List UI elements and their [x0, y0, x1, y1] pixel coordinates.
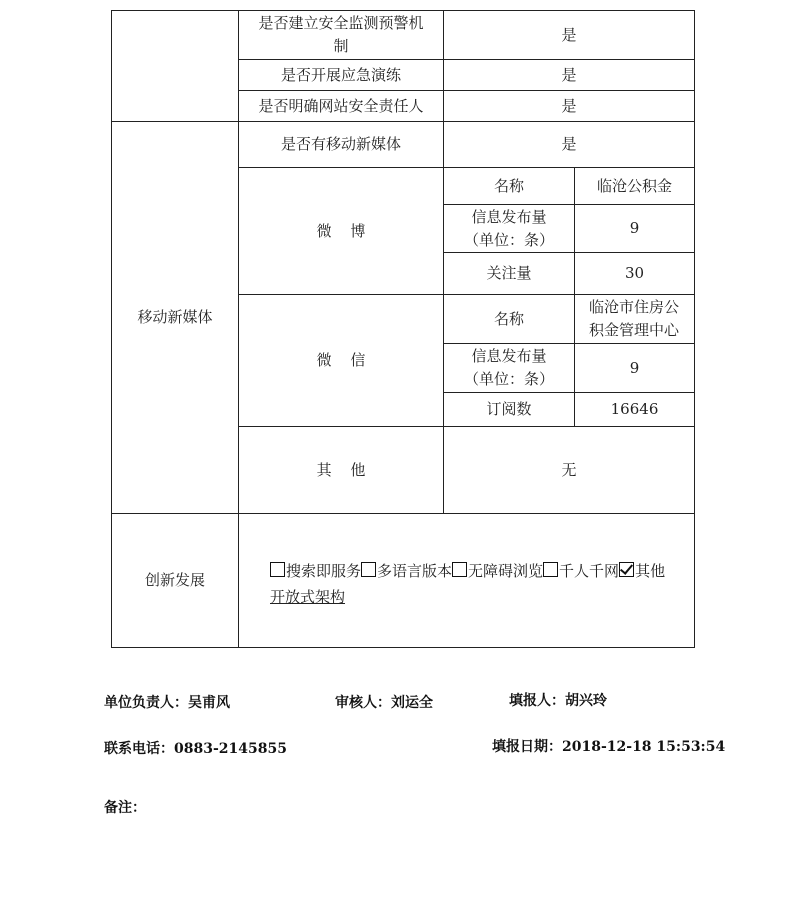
weibo-followers-value: 30: [624, 264, 645, 282]
innovation-option[interactable]: 千人千网: [543, 562, 619, 580]
wechat-posts-label: 信息发布量（单位：条）: [463, 347, 554, 388]
checkbox-icon[interactable]: [543, 562, 558, 577]
wechat-subscribers-label: 订阅数: [486, 400, 532, 418]
wechat-name-label: 名称: [493, 309, 524, 328]
innovation-option[interactable]: 无障碍浏览: [452, 562, 543, 580]
weibo-posts-label: 信息发布量（单位：条）: [463, 207, 554, 249]
has-mobile-media-value: 是: [561, 135, 577, 153]
has-mobile-media-label: 是否有移动新媒体: [280, 135, 401, 153]
weibo-name-value: 临沧公积金: [596, 176, 672, 195]
checkbox-icon[interactable]: [270, 562, 285, 577]
drill-value: 是: [561, 65, 577, 84]
wechat-posts-value: 9: [629, 358, 640, 377]
checkbox-icon[interactable]: [361, 562, 376, 577]
wechat-subscribers-value: 16646: [610, 400, 659, 418]
innovation-option[interactable]: 其他: [619, 562, 665, 580]
innovation-options: [270, 558, 690, 610]
checkbox-icon[interactable]: [452, 562, 467, 577]
weibo-label: 微 博: [316, 221, 366, 240]
monitoring-label: 是否建立安全监测预警机制: [258, 14, 424, 55]
innovation-option[interactable]: 多语言版本: [361, 562, 452, 580]
drill-label: 是否开展应急演练: [280, 65, 401, 84]
table-border-line: [694, 10, 695, 648]
table-border-line: [111, 647, 695, 648]
weibo-posts-value: 9: [629, 219, 640, 237]
checked-checkbox-icon[interactable]: [619, 562, 634, 577]
responsible-value: 是: [561, 96, 577, 115]
remark-label: 备注：: [104, 800, 146, 816]
fill-date: 填报日期：2018-12-18 15:53:54: [492, 739, 726, 755]
innovation-other-text: 开放式架构: [270, 588, 346, 606]
reviewer: 审核人：刘运全: [335, 695, 433, 711]
contact-phone: 联系电话：0883-2145855: [104, 741, 287, 757]
innovation-section-label: 创新发展: [144, 571, 205, 589]
weibo-followers-label: 关注量: [486, 264, 532, 282]
responsible-label: 是否明确网站安全责任人: [258, 96, 424, 115]
other-media-value: 无: [561, 460, 577, 479]
weibo-name-label: 名称: [493, 176, 524, 195]
other-media-label: 其 他: [316, 460, 366, 479]
mobile-media-section-label: 移动新媒体: [137, 308, 213, 326]
wechat-name-value: 临沧市住房公积金管理中心: [588, 298, 679, 339]
filler: 填报人：胡兴玲: [509, 693, 607, 709]
monitoring-value: 是: [561, 25, 577, 44]
unit-head: 单位负责人：吴甫风: [104, 695, 230, 711]
wechat-label: 微 信: [316, 351, 366, 369]
innovation-option[interactable]: 搜索即服务: [270, 562, 361, 580]
